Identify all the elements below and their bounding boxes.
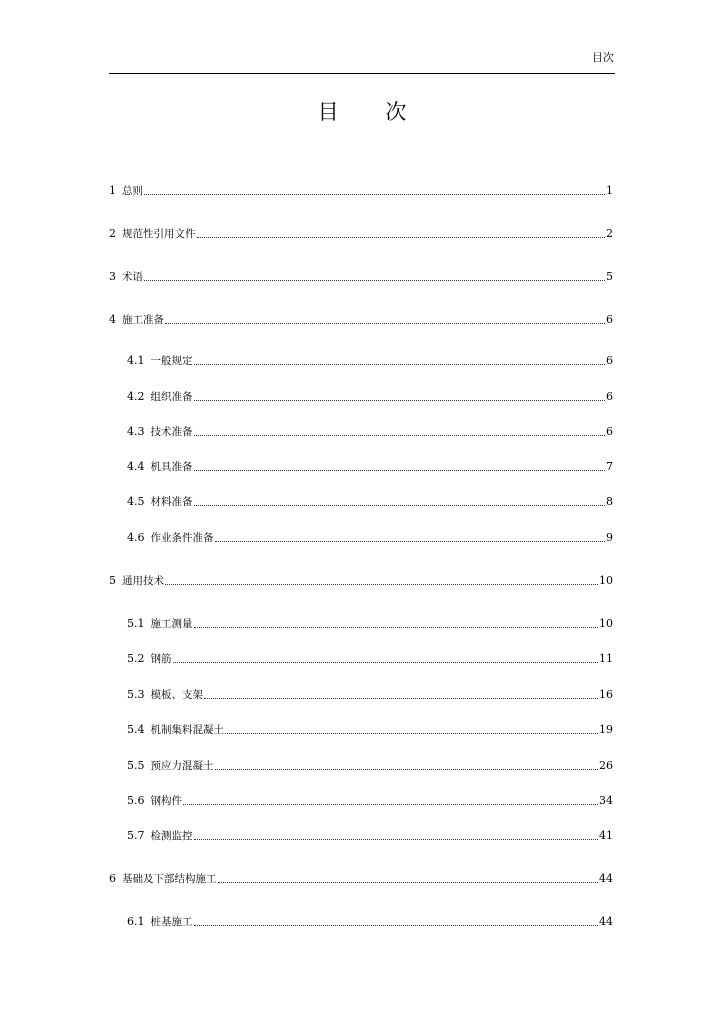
- toc-entry-page: 9: [606, 531, 613, 544]
- toc-entry-number: 4.5: [127, 495, 145, 508]
- running-header: 目次: [592, 51, 614, 64]
- toc-leader-dots: [194, 435, 606, 436]
- toc-entry[interactable]: [127, 829, 613, 843]
- toc-entry-number: 5: [109, 574, 116, 587]
- toc-entry-number: 3: [109, 270, 116, 283]
- toc-entry[interactable]: [127, 531, 613, 545]
- toc-entry-number: 4.4: [127, 460, 145, 473]
- toc-entry-number: 5.6: [127, 794, 145, 807]
- toc-entry-title: 检测监控: [150, 830, 193, 842]
- toc-entry-page: 11: [599, 652, 613, 665]
- toc-entry-number: 4.2: [127, 390, 145, 403]
- toc-leader-dots: [194, 627, 599, 628]
- toc-entry[interactable]: [127, 495, 613, 509]
- toc-entry[interactable]: [127, 354, 613, 368]
- toc-entry-page: 41: [599, 829, 613, 842]
- toc-entry-page: 5: [606, 270, 613, 283]
- toc-entry-title: 预应力混凝土: [150, 760, 214, 772]
- toc-entry-page: 19: [599, 723, 613, 736]
- toc-leader-dots: [215, 541, 606, 542]
- toc-entry-number: 5.3: [127, 688, 145, 701]
- toc-entry[interactable]: [127, 723, 613, 737]
- toc-entry[interactable]: [109, 313, 613, 327]
- toc-entry[interactable]: [127, 460, 613, 474]
- toc-entry-page: 8: [606, 495, 613, 508]
- toc-entry[interactable]: [127, 915, 613, 929]
- page-title: 目 次: [317, 100, 427, 124]
- toc-entry-page: 44: [599, 915, 613, 928]
- toc-entry[interactable]: [127, 688, 613, 702]
- toc-entry-title: 一般规定: [150, 355, 193, 367]
- toc-entry-number: 5.7: [127, 829, 145, 842]
- toc-entry[interactable]: [127, 794, 613, 808]
- toc-entry-number: 4: [109, 313, 116, 326]
- toc-entry-number: 4.3: [127, 425, 145, 438]
- toc-entry[interactable]: [127, 652, 613, 666]
- toc-leader-dots: [218, 882, 599, 883]
- toc-leader-dots: [165, 584, 598, 585]
- toc-leader-dots: [194, 364, 606, 365]
- toc-entry-title: 模板、支架: [150, 689, 203, 701]
- toc-entry-title: 钢构件: [150, 795, 182, 807]
- toc-leader-dots: [197, 237, 606, 238]
- toc-entry-number: 5.4: [127, 723, 145, 736]
- toc-entry-number: 1: [109, 184, 116, 197]
- toc-entry[interactable]: [127, 617, 613, 631]
- toc-entry-title: 施工准备: [122, 314, 164, 326]
- toc-entry[interactable]: [127, 759, 613, 773]
- toc-entry-title: 术语: [122, 271, 143, 283]
- toc-entry-number: 6: [109, 872, 116, 885]
- toc-leader-dots: [183, 804, 598, 805]
- toc-entry-title: 规范性引用文件: [122, 228, 196, 240]
- toc-entry-title: 总则: [122, 185, 143, 197]
- toc-entry-page: 2: [606, 227, 613, 240]
- toc-entry-title: 桩基施工: [150, 916, 193, 928]
- toc-entry-page: 7: [606, 460, 613, 473]
- toc-entry-page: 10: [599, 574, 613, 587]
- toc-leader-dots: [165, 323, 605, 324]
- toc-entry[interactable]: [109, 270, 613, 284]
- toc-entry[interactable]: [109, 574, 613, 588]
- toc-entry[interactable]: [127, 390, 613, 404]
- toc-leader-dots: [173, 662, 599, 663]
- toc-entry[interactable]: [127, 425, 613, 439]
- toc-entry-title: 基础及下部结构施工: [122, 873, 217, 885]
- toc-leader-dots: [194, 505, 606, 506]
- toc-entry-page: 1: [606, 184, 613, 197]
- toc-leader-dots: [204, 698, 598, 699]
- toc-entry-number: 2: [109, 227, 116, 240]
- toc-entry-page: 10: [599, 617, 613, 630]
- toc-entry-title: 钢筋: [150, 653, 172, 665]
- toc-entry-title: 材料准备: [150, 496, 193, 508]
- toc-entry[interactable]: [109, 872, 613, 886]
- toc-leader-dots: [144, 280, 605, 281]
- toc-entry-title: 作业条件准备: [150, 532, 214, 544]
- toc-entry-page: 6: [606, 354, 613, 367]
- toc-entry[interactable]: [109, 227, 613, 241]
- toc-leader-dots: [194, 400, 606, 401]
- toc-entry-number: 5.5: [127, 759, 145, 772]
- toc-entry-page: 6: [606, 313, 613, 326]
- toc-entry-page: 44: [599, 872, 613, 885]
- toc-entry[interactable]: [109, 184, 613, 198]
- toc-leader-dots: [215, 769, 599, 770]
- toc-entry-page: 26: [599, 759, 613, 772]
- toc-leader-dots: [194, 470, 606, 471]
- toc-leader-dots: [194, 925, 599, 926]
- toc-entry-page: 6: [606, 390, 613, 403]
- toc-entry-number: 5.2: [127, 652, 145, 665]
- toc-entry-title: 技术准备: [150, 426, 193, 438]
- toc-leader-dots: [194, 839, 599, 840]
- toc-entry-title: 机制集料混凝土: [150, 724, 224, 736]
- toc-entry-title: 施工测量: [150, 618, 193, 630]
- toc-entry-number: 6.1: [127, 915, 145, 928]
- toc-entry-number: 4.6: [127, 531, 145, 544]
- toc-entry-title: 组织准备: [150, 391, 193, 403]
- toc-entry-page: 6: [606, 425, 613, 438]
- toc-leader-dots: [144, 194, 605, 195]
- toc-entry-page: 34: [599, 794, 613, 807]
- toc-entry-title: 机具准备: [150, 461, 193, 473]
- toc-entry-number: 4.1: [127, 354, 145, 367]
- toc-leader-dots: [225, 733, 598, 734]
- toc-entry-title: 通用技术: [122, 575, 164, 587]
- toc-entry-page: 16: [599, 688, 613, 701]
- toc-entry-number: 5.1: [127, 617, 145, 630]
